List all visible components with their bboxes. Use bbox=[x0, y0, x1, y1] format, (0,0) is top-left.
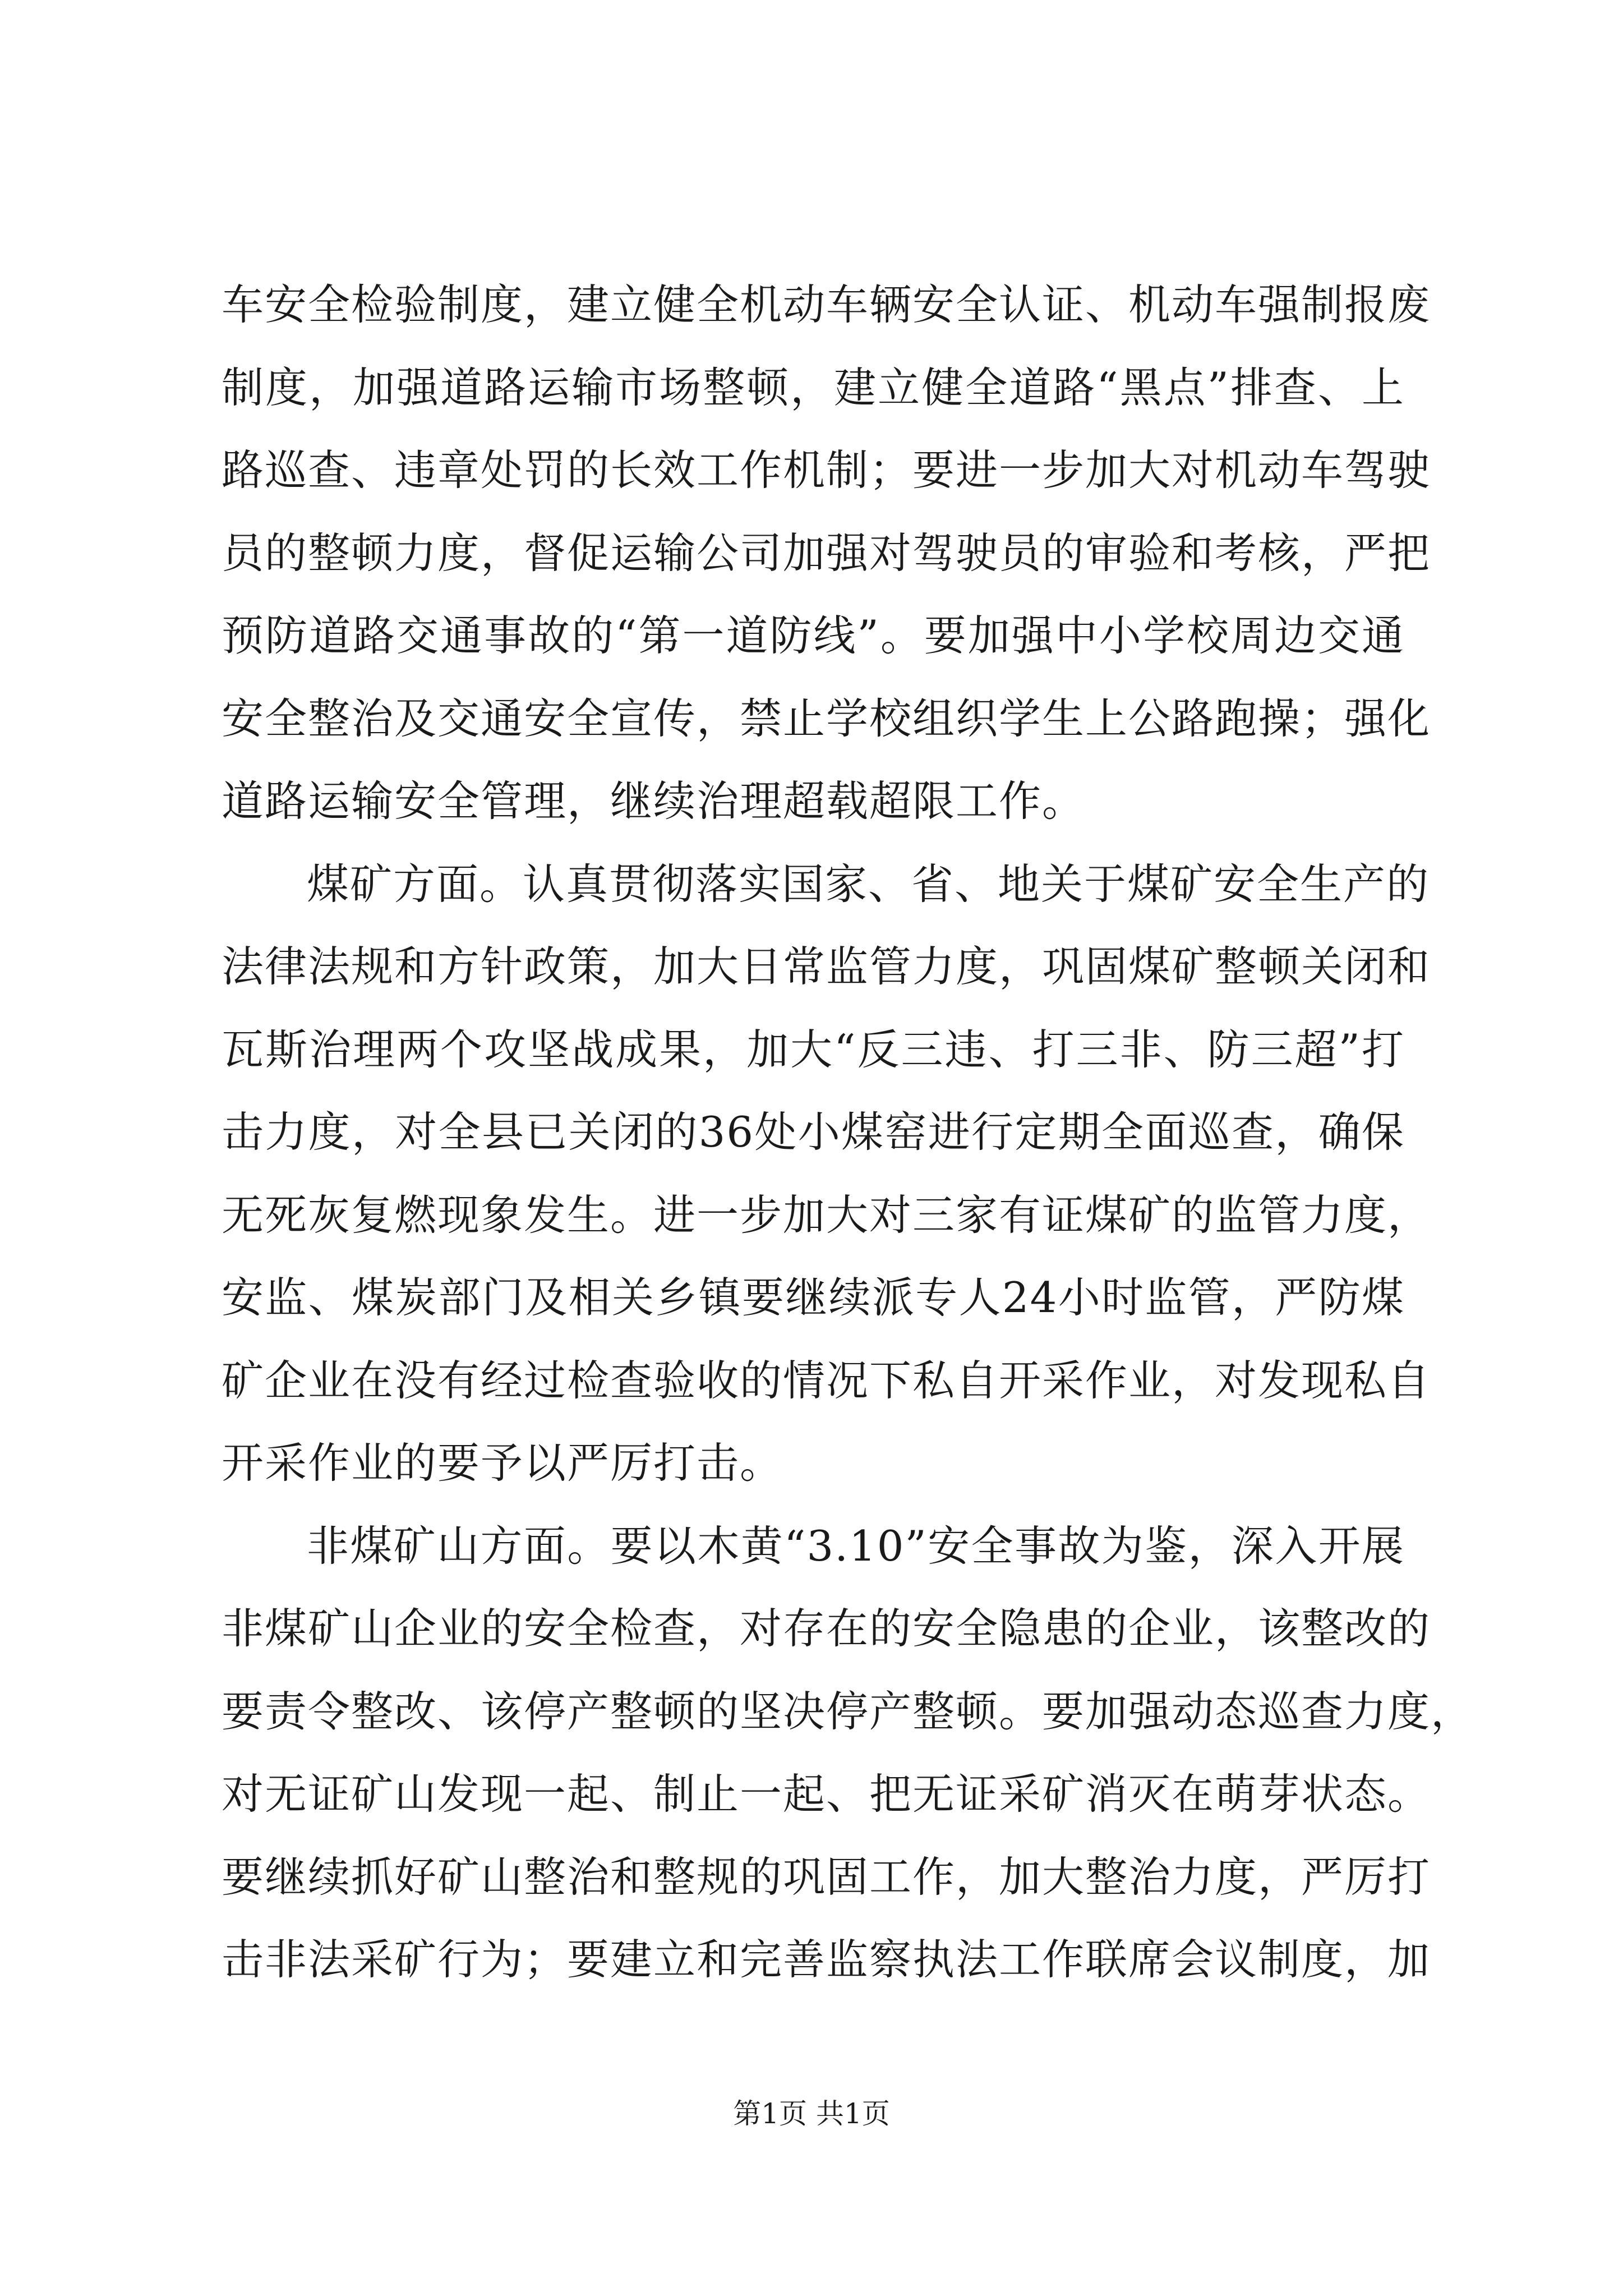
text-line: 车安全检验制度，建立健全机动车辆安全认证、机动车强制报废 bbox=[222, 280, 1431, 329]
text-line: 击力度，对全县已关闭的36处小煤窑进行定期全面巡查，确保 bbox=[222, 1107, 1405, 1157]
text-line: 无死灰复燃现象发生。进一步加大对三家有证煤矿的监管力度， bbox=[222, 1190, 1431, 1240]
text-line: 击非法采矿行为；要建立和完善监察执法工作联席会议制度，加 bbox=[222, 1935, 1431, 1984]
page-footer bbox=[0, 2097, 1623, 2131]
text-line: 道路运输安全管理，继续治理超载超限工作。 bbox=[222, 776, 1086, 826]
text-line: 开采作业的要予以严厉打击。 bbox=[222, 1438, 783, 1488]
text-line: 法律法规和方针政策，加大日常监管力度，巩固煤矿整顿关闭和 bbox=[222, 942, 1431, 991]
text-line: 要责令整改、该停产整顿的坚决停产整顿。要加强动态巡查力度， bbox=[222, 1686, 1474, 1736]
text-line: 安监、煤炭部门及相关乡镇要继续派专人24小时监管，严防煤 bbox=[222, 1273, 1405, 1322]
text-line: 安全整治及交通安全宣传，禁止学校组织学生上公路跑操；强化 bbox=[222, 693, 1431, 743]
text-line: 路巡查、违章处罚的长效工作机制；要进一步加大对机动车驾驶 bbox=[222, 445, 1431, 495]
text-line: 预防道路交通事故的“第一道防线”。要加强中小学校周边交通 bbox=[222, 611, 1405, 660]
document-body bbox=[222, 264, 1474, 2001]
text-line: 矿企业在没有经过检查验收的情况下私自开采作业，对发现私自 bbox=[222, 1355, 1431, 1405]
paragraph-start-line: 煤矿方面。认真贯彻落实国家、省、地关于煤矿安全生产的 bbox=[307, 859, 1430, 909]
text-line: 制度，加强道路运输市场整顿，建立健全道路“黑点”排查、上 bbox=[222, 362, 1405, 412]
paragraph-start-line: 非煤矿山方面。要以木黄“3.10”安全事故为鉴，深入开展 bbox=[307, 1521, 1405, 1571]
text-line: 要继续抓好矿山整治和整规的巩固工作，加大整治力度，严厉打 bbox=[222, 1852, 1431, 1902]
text-line: 对无证矿山发现一起、制止一起、把无证采矿消灭在萌芽状态。 bbox=[222, 1769, 1431, 1819]
page-number-label: 第1页 共1页 bbox=[733, 2097, 890, 2130]
text-line: 员的整顿力度，督促运输公司加强对驾驶员的审验和考核，严把 bbox=[222, 528, 1431, 578]
text-line: 瓦斯治理两个攻坚战成果，加大“反三违、打三非、防三超”打 bbox=[222, 1024, 1405, 1074]
text-line: 非煤矿山企业的安全检查，对存在的安全隐患的企业，该整改的 bbox=[222, 1604, 1431, 1653]
